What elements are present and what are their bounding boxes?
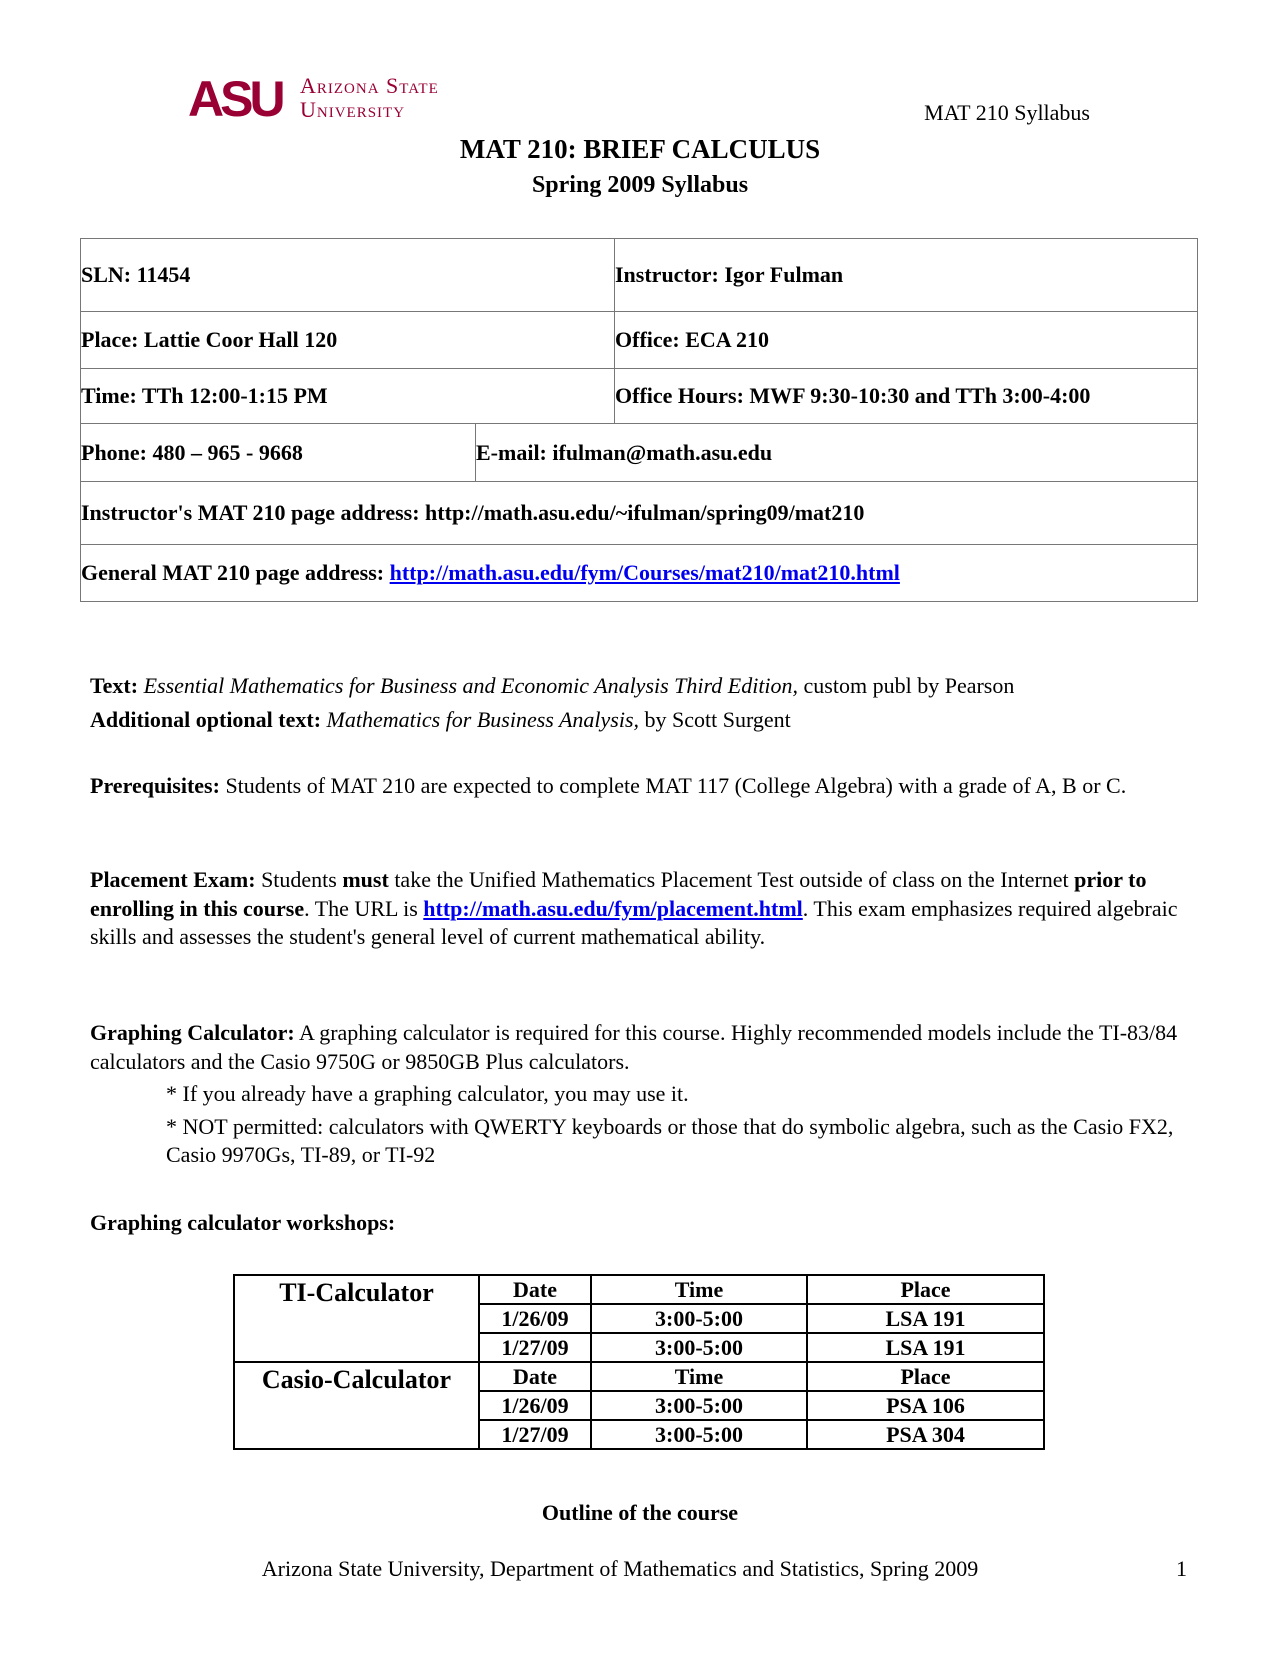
cell: 1/27/09 — [479, 1333, 591, 1362]
text-label: Text: — [90, 673, 144, 698]
general-page — [81, 545, 1198, 602]
outline-heading: Outline of the course — [541, 1500, 739, 1525]
logo-text-line1: Arizona State — [300, 73, 439, 98]
footer-text: Arizona State University, Department of Mathematics and Statistics, Spring 2009 — [261, 1556, 979, 1581]
email: E-mail: ifulman@math.asu.edu — [476, 424, 1198, 482]
general-page-link[interactable]: http://math.asu.edu/fym/Courses/mat210/mat210.html — [389, 560, 900, 585]
table-row — [234, 1275, 1044, 1304]
asu-logo — [188, 71, 488, 127]
header: Place — [807, 1362, 1044, 1391]
prereq-text: Students of MAT 210 are expected to complete MAT 117 (College Algebra) with a grade of A, B or C. — [219, 773, 1127, 798]
cell: 1/26/09 — [479, 1304, 591, 1333]
placement-exam — [90, 866, 1190, 952]
header: Date — [479, 1362, 591, 1391]
placement-label: Placement Exam: — [90, 867, 256, 892]
cell: LSA 191 — [807, 1333, 1044, 1362]
place: Place: Lattie Coor Hall 120 — [81, 312, 615, 369]
page-subtitle: Spring 2009 Syllabus — [531, 172, 749, 198]
cell: 3:00-5:00 — [591, 1333, 807, 1362]
additional-rest: by Scott Surgent — [639, 706, 791, 732]
logo-text-line2: University — [300, 97, 406, 122]
prereq-label: Prerequisites: — [90, 773, 220, 798]
bullet: * NOT permitted: calculators with QWERTY keyboards or those that do symbolic algebra, such as the Casio FX2, Casio 9970Gs, TI-89, or TI-92 — [166, 1113, 1174, 1167]
calc-label: Graphing Calculator: — [90, 1020, 295, 1045]
prerequisites — [90, 772, 1190, 801]
sln: SLN: 11454 — [81, 239, 615, 312]
office-hours: Office Hours: MWF 9:30-10:30 and TTh 3:00-4:00 — [615, 369, 1198, 424]
textbooks — [90, 672, 1190, 734]
cell: PSA 106 — [807, 1391, 1044, 1420]
cell: 1/26/09 — [479, 1391, 591, 1420]
t: Students — [255, 867, 343, 892]
header: Place — [807, 1275, 1044, 1304]
cell: 3:00-5:00 — [591, 1304, 807, 1333]
table-row — [234, 1362, 1044, 1391]
cell: 3:00-5:00 — [591, 1420, 807, 1449]
instructor-page: Instructor's MAT 210 page address: http://math.asu.edu/~ifulman/spring09/mat210 — [81, 482, 1198, 545]
group-name: Casio-Calculator — [234, 1362, 479, 1449]
workshops-label: Graphing calculator workshops: — [90, 1210, 396, 1235]
text-title: Essential Mathematics for Business and Economic Analysis Third Edition, — [143, 673, 799, 698]
t: prior to enrolling in this course — [90, 867, 1147, 921]
logo-mark: ASU — [188, 71, 282, 127]
page-title: MAT 210: BRIEF CALCULUS — [459, 134, 821, 164]
time: Time: TTh 12:00-1:15 PM — [81, 369, 615, 424]
t: . The URL is — [304, 895, 424, 921]
t: . This exam emphasizes required algebraic skills and assesses the student's general level of current mathematical ability. — [90, 895, 1178, 949]
text-rest: custom publ by Pearson — [798, 673, 1015, 698]
header: Time — [591, 1275, 807, 1304]
placement-link[interactable]: http://math.asu.edu/fym/placement.html — [423, 895, 803, 921]
additional-label: Additional optional text: — [90, 706, 327, 732]
general-page-label: General MAT 210 page address: — [81, 560, 390, 585]
calc-text: A graphing calculator is required for this course. Highly recommended models include the TI-83/84 calculators and the Casio 9750G or 9850GB Plus calculators. — [90, 1020, 1178, 1074]
cell: 1/27/09 — [479, 1420, 591, 1449]
additional-title: Mathematics for Business Analysis, — [326, 706, 639, 732]
t: must — [342, 867, 389, 892]
phone: Phone: 480 – 965 - 9668 — [81, 424, 476, 482]
t: take the Unified Mathematics Placement Test outside of class on the Internet — [388, 867, 1075, 892]
office: Office: ECA 210 — [615, 312, 1198, 369]
course-info-table — [80, 238, 1198, 602]
doc-label: MAT 210 Syllabus — [924, 100, 1090, 125]
logo-text — [300, 74, 439, 122]
cell: LSA 191 — [807, 1304, 1044, 1333]
graphing-calculator — [90, 1019, 1190, 1170]
bullet: * If you already have a graphing calculator, you may use it. — [166, 1081, 689, 1106]
instructor: Instructor: Igor Fulman — [615, 239, 1198, 312]
page-number: 1 — [1176, 1556, 1187, 1581]
cell: PSA 304 — [807, 1420, 1044, 1449]
group-name: TI-Calculator — [234, 1275, 479, 1362]
header: Time — [591, 1362, 807, 1391]
cell: 3:00-5:00 — [591, 1391, 807, 1420]
header: Date — [479, 1275, 591, 1304]
workshops-table — [233, 1274, 1045, 1450]
